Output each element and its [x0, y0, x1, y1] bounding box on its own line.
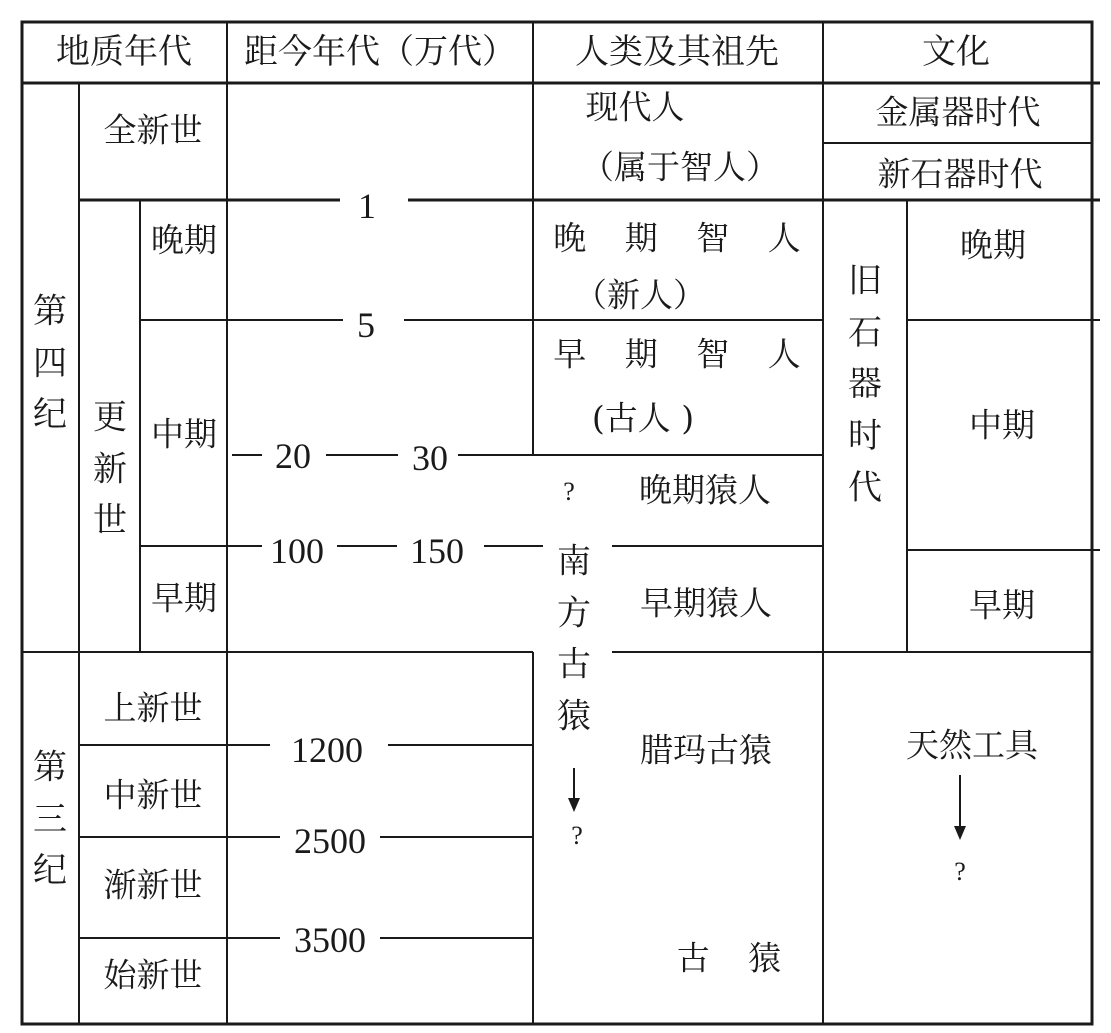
- human-ancient-ape: 古 猿: [676, 938, 796, 978]
- culture-paleolithic-early: 早期: [969, 585, 1035, 625]
- year-3500: 3500: [294, 920, 366, 960]
- human-modern-line1: 现代人: [585, 87, 685, 127]
- human-late-sapiens-line2: （新人）: [574, 275, 706, 315]
- year-100: 100: [270, 531, 324, 571]
- year-2500: 2500: [294, 821, 366, 861]
- culture-paleolithic: 旧石器时代: [848, 260, 882, 508]
- year-5: 5: [357, 305, 375, 345]
- year-1200: 1200: [291, 730, 363, 770]
- year-150: 150: [410, 531, 464, 571]
- epoch-eocene: 始新世: [103, 955, 203, 995]
- epoch-holocene: 全新世: [103, 110, 203, 150]
- human-ramapithecus: 腊玛古猿: [640, 730, 772, 770]
- header-years-ago: 距今年代（万代）: [244, 32, 516, 72]
- human-late-ape-man: 晚期猿人: [639, 470, 771, 510]
- culture-natural-tools: 天然工具: [906, 725, 1038, 765]
- human-australopithecus: 南方古猿: [557, 541, 591, 737]
- epoch-pleistocene: 更新世: [93, 397, 127, 541]
- year-20: 20: [275, 436, 311, 476]
- year-1: 1: [358, 186, 376, 226]
- period-tertiary: 第三纪: [33, 747, 67, 891]
- epoch-miocene: 中新世: [103, 775, 203, 815]
- epoch-oligocene: 渐新世: [103, 865, 203, 905]
- culture-question: ?: [954, 857, 966, 886]
- sub-period-middle: 中期: [151, 414, 217, 454]
- period-quaternary: 第四纪: [33, 291, 67, 435]
- epoch-pliocene: 上新世: [103, 688, 203, 728]
- sub-period-late: 晚期: [151, 220, 217, 260]
- header-geologic-period: 地质年代: [56, 32, 192, 72]
- year-30: 30: [412, 438, 448, 478]
- human-late-sapiens-line1: 晚 期 智 人: [553, 218, 815, 258]
- header-culture: 文化: [922, 32, 990, 72]
- human-question-bottom: ?: [571, 821, 583, 850]
- culture-metal-age: 金属器时代: [875, 92, 1041, 132]
- human-early-ape-man: 早期猿人: [640, 583, 772, 623]
- header-humans: 人类及其祖先: [575, 32, 779, 72]
- human-early-sapiens-line1: 早 期 智 人: [553, 334, 815, 374]
- culture-neolithic: 新石器时代: [877, 154, 1043, 194]
- sub-period-early: 早期: [151, 578, 217, 618]
- culture-paleolithic-late: 晚期: [960, 225, 1026, 265]
- human-question-top: ?: [563, 477, 575, 506]
- culture-paleolithic-middle: 中期: [969, 405, 1035, 445]
- human-modern-line2: （属于智人）: [581, 147, 779, 187]
- human-early-sapiens-line2: (古人 ): [591, 398, 695, 438]
